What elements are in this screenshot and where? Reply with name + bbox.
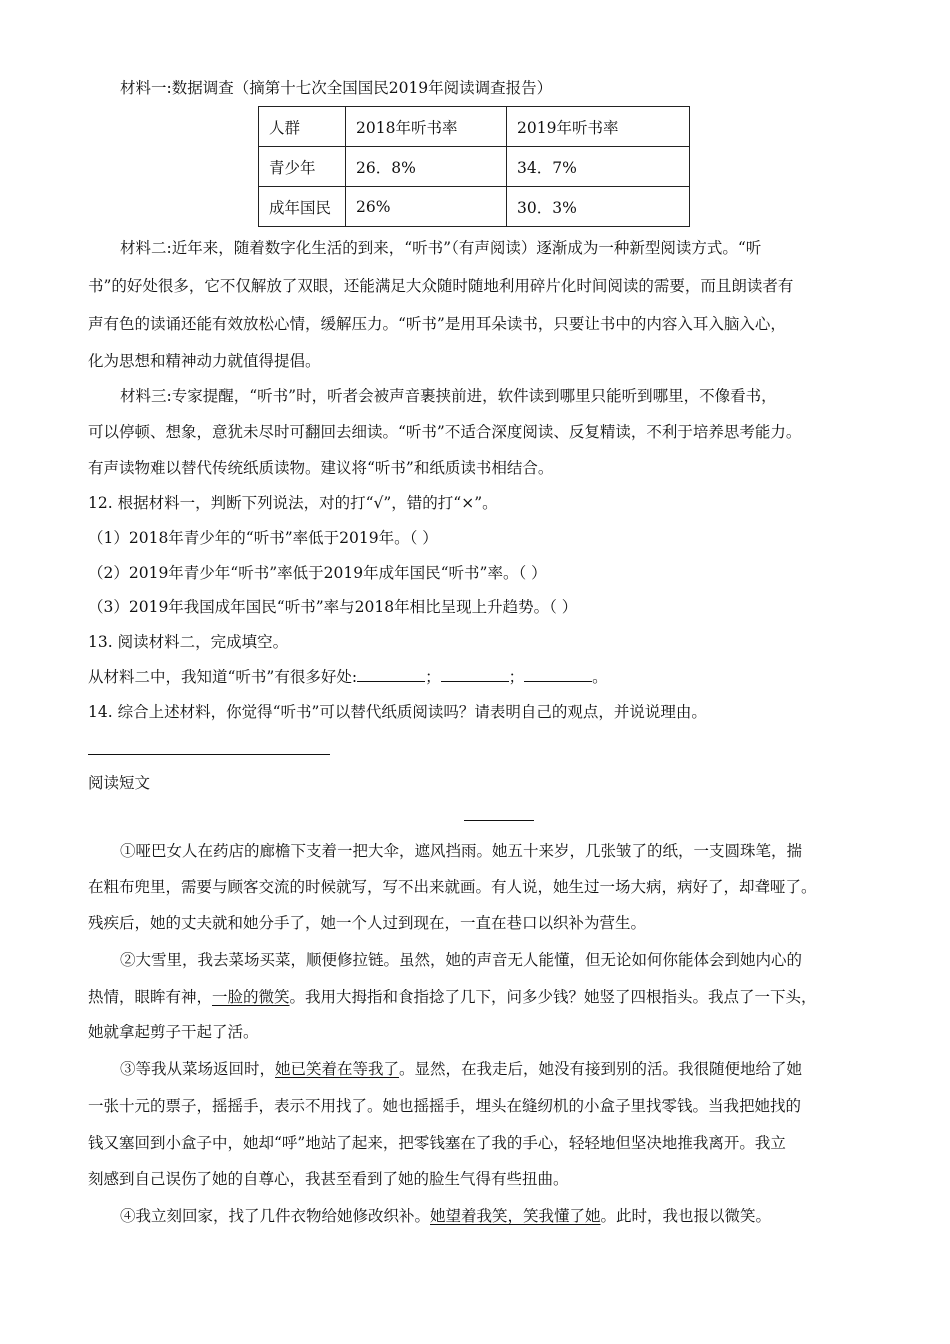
question-12-item-3: （3）2019年我国成年国民“听书”率与2018年相比呈现上升趋势。（ ） [88,598,578,616]
question-13-fill [88,667,608,687]
passage-p2-line [88,987,817,1007]
passage-p2-line: 她就拿起剪子干起了活。 [88,1023,259,1041]
material2-line: 化为思想和精神动力就值得提倡。 [88,352,321,370]
separator: ； [508,668,525,686]
reading-label: 阅读短文 [88,774,151,792]
material1-heading: 材料一:数据调查（摘第十七次全国国民2019年阅读调查报告） [120,79,553,97]
text-segment: 。我用大拇指和食指捻了几下，问多少钱？她竖了四根指头。我点了一下头， [289,988,817,1006]
table-cell: 青少年 [259,147,346,187]
passage-p1-line: ①哑巴女人在药店的廊檐下支着一把大伞，遮风挡雨。她五十来岁，几张皱了的纸，一支圆珠笔，揣 [120,842,803,860]
table-cell: 26% [346,187,507,227]
material3-line: 可以停顿、想象，意犹未尽时可翻回去细读。“听书”不适合深度阅读、反复精读，不利于培养思考能力。 [88,423,802,441]
text-segment: 热情，眼眸有神， [88,988,213,1006]
table-cell: 34．7% [507,147,690,187]
material3-line: 有声读物难以替代传统纸质读物。建议将“听书”和纸质读书相结合。 [88,459,554,477]
answer-blank-2[interactable] [441,667,509,682]
survey-table [258,106,690,227]
text-segment: 。显然，在我走后，她没有接到别的活。我很随便地给了她 [399,1060,803,1078]
table-cell: 30．3% [507,187,690,227]
text-segment: 。此时，我也报以微笑。 [600,1207,772,1225]
underlined-phrase: 一脸的微笑 [212,988,290,1006]
question-13-stem: 13. 阅读材料二，完成填空。 [88,633,289,651]
table-header-row [259,107,690,147]
material2-line: 书”的好处很多，它不仅解放了双眼，还能满足大众随时随地利用碎片化时间阅读的需要，而且朗读者有 [88,277,794,295]
question-13-prefix: 从材料二中，我知道“听书”有很多好处: [88,668,358,686]
text-segment: ③等我从菜场返回时， [120,1060,276,1078]
table-header-cell: 人群 [259,107,346,147]
question-12-stem: 12. 根据材料一，判断下列说法，对的打“√”，错的打“×”。 [88,494,498,512]
table-header-cell: 2019年听书率 [507,107,690,147]
passage-p3-line [120,1059,802,1079]
answer-blank-3[interactable] [524,667,592,682]
passage-p3-line: 一张十元的票子，摇摇手，表示不用找了。她也摇摇手，埋头在缝纫机的小盒子里找零钱。当我把她找的 [88,1097,802,1115]
question-12-item-1: （1）2018年青少年的“听书”率低于2019年。（ ） [88,529,438,547]
underlined-phrase: 她已笑着在等我了 [275,1060,400,1078]
passage-p3-line: 刻感到自己误伤了她的自尊心，我甚至看到了她的脸生气得有些扭曲。 [88,1170,569,1188]
question-14-stem: 14. 综合上述材料，你觉得“听书”可以替代纸质阅读吗？请表明自己的观点，并说说理由。 [88,703,707,721]
passage-p4-line [120,1206,771,1226]
material2-line: 材料二:近年来，随着数字化生活的到来，“听书”（有声阅读）逐渐成为一种新型阅读方式。“听 [120,239,762,257]
text-segment: ④我立刻回家，找了几件衣物给她修改织补。 [120,1207,431,1225]
question-12-item-2: （2）2019年青少年“听书”率低于2019年成年国民“听书”率。（ ） [88,564,547,582]
answer-blank-1[interactable] [357,667,425,682]
answer-line[interactable] [88,754,330,755]
table-cell: 26．8% [346,147,507,187]
material2-line: 声有色的读诵还能有效放松心情，缓解压力。“听书”是用耳朵读书，只要让书中的内容入耳入脑入心， [88,315,786,333]
passage-p3-line: 钱又塞回到小盒子中，她却“呼”地站了起来，把零钱塞在了我的手心，轻轻地但坚决地推我离开。我立 [88,1134,786,1152]
table-row [259,187,690,227]
title-blank-line[interactable] [464,820,534,821]
table-header-cell: 2018年听书率 [346,107,507,147]
table-row [259,147,690,187]
end-mark: 。 [592,668,608,686]
separator: ； [425,668,441,686]
underlined-phrase: 她望着我笑，笑我懂了她 [430,1207,601,1225]
passage-p1-line: 残疾后，她的丈夫就和她分手了，她一个人过到现在，一直在巷口以织补为营生。 [88,914,647,932]
passage-p1-line: 在粗布兜里，需要与顾客交流的时候就写，写不出来就画。有人说，她生过一场大病，病好了，却聋哑了。 [88,878,817,896]
material3-line: 材料三:专家提醒，“听书”时，听者会被声音裹挟前进，软件读到哪里只能听到哪里，不像看书， [120,387,777,405]
table-cell: 成年国民 [259,187,346,227]
passage-p2-line: ②大雪里，我去菜场买菜，顺便修拉链。虽然，她的声音无人能懂，但无论如何你能体会到她内心的 [120,951,803,969]
